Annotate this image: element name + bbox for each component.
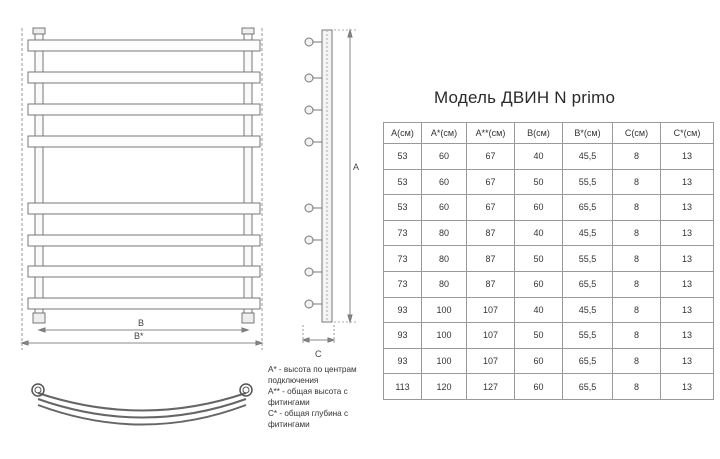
spec-table-cell: 107	[467, 297, 515, 323]
spec-table-row	[384, 246, 714, 272]
spec-table-row	[384, 220, 714, 246]
spec-table-cell: 120	[422, 374, 467, 400]
spec-table-cell: 13	[661, 144, 714, 170]
spec-table-cell: 80	[422, 220, 467, 246]
spec-table-cell: 8	[613, 246, 661, 272]
note-line: фитингами	[268, 398, 310, 407]
right-top-view-collector	[240, 384, 252, 396]
spec-table-row	[384, 195, 714, 221]
spec-table-cell: 53	[384, 144, 422, 170]
col-header-a: A(см)	[384, 123, 422, 144]
spec-table-row	[384, 169, 714, 195]
spec-table-cell: 13	[661, 195, 714, 221]
side-knob	[305, 300, 313, 308]
spec-table-cell: 60	[422, 195, 467, 221]
side-view	[303, 30, 356, 345]
spec-table-cell: 55,5	[563, 246, 613, 272]
spec-table-cell: 40	[515, 297, 563, 323]
spec-table-cell: 8	[613, 144, 661, 170]
top-view	[32, 384, 252, 425]
side-knob	[305, 106, 313, 114]
spec-table-cell: 13	[661, 297, 714, 323]
spec-table-cell: 8	[613, 271, 661, 297]
spec-table-cell: 60	[422, 144, 467, 170]
spec-table-cell: 13	[661, 271, 714, 297]
note-line: A** - общая высота с	[268, 387, 348, 396]
spec-table-cell: 80	[422, 246, 467, 272]
spec-table-cell: 65,5	[563, 271, 613, 297]
spec-table-cell: 67	[467, 169, 515, 195]
spec-table-cell: 60	[515, 271, 563, 297]
note-line: подключения	[268, 376, 319, 385]
left-bottom-cap	[33, 313, 45, 323]
dim-label-a: A	[353, 162, 360, 172]
spec-table-row	[384, 374, 714, 400]
spec-table-cell: 50	[515, 246, 563, 272]
spec-table-cell: 45,5	[563, 220, 613, 246]
spec-table-row	[384, 271, 714, 297]
spec-table-header-row	[384, 123, 714, 144]
side-knob-group	[305, 38, 322, 308]
spec-table-cell: 55,5	[563, 169, 613, 195]
rung	[28, 235, 260, 246]
spec-table-cell: 40	[515, 144, 563, 170]
spec-table-cell: 13	[661, 348, 714, 374]
spec-table-cell: 60	[515, 374, 563, 400]
side-knob	[305, 138, 313, 146]
left-top-cap	[33, 28, 45, 34]
col-header-a-star: A*(см)	[422, 123, 467, 144]
col-header-b: B(см)	[515, 123, 563, 144]
spec-table-cell: 53	[384, 169, 422, 195]
rung	[28, 266, 260, 277]
spec-table-cell: 73	[384, 271, 422, 297]
spec-table-cell: 60	[515, 348, 563, 374]
spec-table-cell: 60	[422, 169, 467, 195]
dim-label-b-star: B*	[134, 331, 144, 341]
spec-table-cell: 65,5	[563, 374, 613, 400]
dimension-notes	[268, 364, 357, 430]
dim-label-b: B	[138, 318, 145, 328]
spec-table-row	[384, 144, 714, 170]
side-knob	[305, 236, 313, 244]
spec-table-cell: 107	[467, 323, 515, 349]
spec-table-cell: 45,5	[563, 144, 613, 170]
front-view	[28, 28, 260, 323]
col-header-c-star: C*(см)	[661, 123, 714, 144]
spec-table-cell: 13	[661, 374, 714, 400]
spec-table-cell: 67	[467, 195, 515, 221]
spec-table-cell: 13	[661, 323, 714, 349]
spec-table-cell: 65,5	[563, 348, 613, 374]
spec-table-cell: 8	[613, 374, 661, 400]
spec-table-cell: 55,5	[563, 323, 613, 349]
spec-table-cell: 8	[613, 323, 661, 349]
col-header-a-double-star: A**(см)	[467, 123, 515, 144]
spec-table-cell: 53	[384, 195, 422, 221]
spec-table-cell: 8	[613, 169, 661, 195]
spec-table-cell: 113	[384, 374, 422, 400]
left-top-view-collector	[32, 384, 44, 396]
spec-table-row	[384, 297, 714, 323]
spec-table-cell: 100	[422, 348, 467, 374]
spec-table-cell: 67	[467, 144, 515, 170]
spec-table-cell: 93	[384, 348, 422, 374]
spec-table-cell: 60	[515, 195, 563, 221]
note-line: A* - высота по центрам	[268, 365, 357, 374]
spec-table-row	[384, 348, 714, 374]
spec-table-cell: 50	[515, 323, 563, 349]
side-knob	[305, 268, 313, 276]
spec-table-cell: 50	[515, 169, 563, 195]
rung-group	[28, 40, 260, 309]
note-line: C* - общая глубина с	[268, 409, 349, 418]
rung	[28, 104, 260, 115]
spec-table-cell: 93	[384, 323, 422, 349]
spec-table-cell: 87	[467, 271, 515, 297]
spec-table-cell: 65,5	[563, 195, 613, 221]
rung	[28, 298, 260, 309]
side-knob	[305, 38, 313, 46]
model-title: Модель ДВИН N primo	[434, 88, 616, 107]
spec-table-cell: 73	[384, 246, 422, 272]
spec-table-row	[384, 323, 714, 349]
side-knob	[305, 74, 313, 82]
spec-table-cell: 8	[613, 195, 661, 221]
spec-table-cell: 93	[384, 297, 422, 323]
col-header-b-star: B*(см)	[563, 123, 613, 144]
col-header-c: C(см)	[613, 123, 661, 144]
spec-table-cell: 13	[661, 169, 714, 195]
rung	[28, 136, 260, 147]
spec-table-cell: 8	[613, 348, 661, 374]
side-knob	[305, 204, 313, 212]
spec-table-cell: 107	[467, 348, 515, 374]
spec-table-cell: 45,5	[563, 297, 613, 323]
spec-table-cell: 87	[467, 220, 515, 246]
right-bottom-cap	[242, 313, 254, 323]
spec-table-cell: 100	[422, 297, 467, 323]
note-line: фитингами	[268, 420, 310, 429]
rung	[28, 203, 260, 214]
spec-table-cell: 40	[515, 220, 563, 246]
spec-table-cell: 8	[613, 220, 661, 246]
spec-table-cell: 127	[467, 374, 515, 400]
rung	[28, 72, 260, 83]
rung	[28, 40, 260, 51]
spec-table	[383, 122, 714, 400]
dim-label-c: C	[315, 349, 322, 359]
spec-table-cell: 80	[422, 271, 467, 297]
spec-table-cell: 73	[384, 220, 422, 246]
spec-table-cell: 8	[613, 297, 661, 323]
right-top-cap	[242, 28, 254, 34]
spec-table-cell: 100	[422, 323, 467, 349]
spec-table-cell: 87	[467, 246, 515, 272]
spec-table-cell: 13	[661, 246, 714, 272]
spec-table-body	[384, 144, 714, 400]
spec-table-cell: 13	[661, 220, 714, 246]
